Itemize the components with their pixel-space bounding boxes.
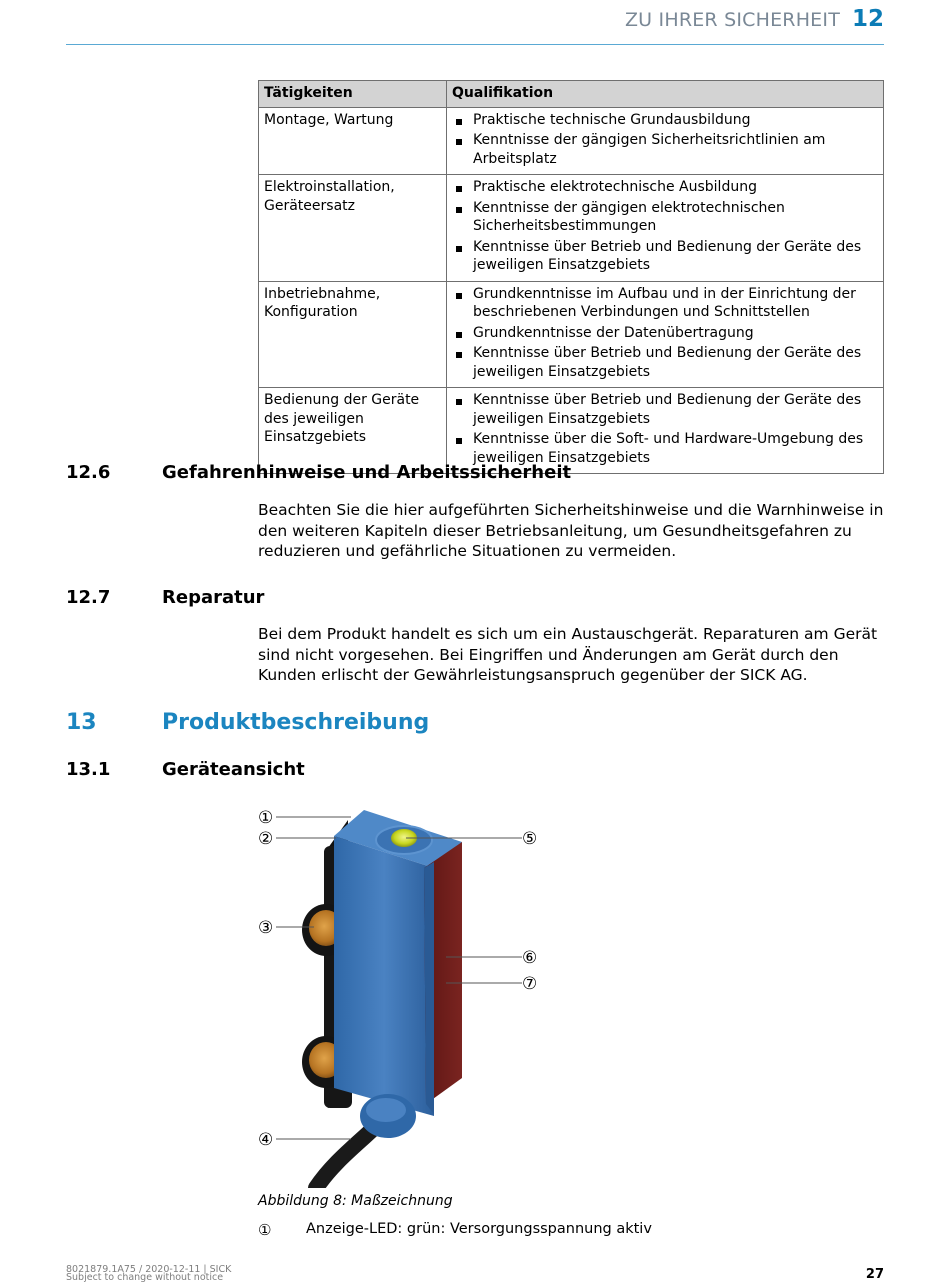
list-item: Kenntnisse über Betrieb und Bedienung der Geräte des jeweiligen Einsatzgebiets xyxy=(452,238,878,275)
qualification-cell xyxy=(447,107,884,175)
page-number: 27 xyxy=(865,1267,884,1282)
qualification-cell xyxy=(447,388,884,474)
list-item: Praktische elektrotechnische Ausbildung xyxy=(452,178,878,197)
running-header-title: ZU IHRER SICHERHEIT xyxy=(624,9,840,31)
qualification-table xyxy=(258,80,884,474)
activity-cell: Montage, Wartung xyxy=(259,107,447,175)
list-item: Kenntnisse über Betrieb und Bedienung der Geräte des jeweiligen Einsatzgebiets xyxy=(452,391,878,428)
legend-text: Anzeige-LED: grün: Versorgungsspannung aktiv xyxy=(306,1221,652,1237)
section-title-12-7: Reparatur xyxy=(162,587,265,608)
list-item: Kenntnisse über Betrieb und Bedienung der Geräte des jeweiligen Einsatzgebiets xyxy=(452,344,878,381)
list-item: Kenntnisse der gängigen Sicherheitsrichtlinien am Arbeitsplatz xyxy=(452,131,878,168)
qualification-cell xyxy=(447,175,884,282)
footer-doc-info xyxy=(66,1266,231,1282)
qualification-cell xyxy=(447,281,884,388)
chapter-title-13: Produktbeschreibung xyxy=(162,710,430,735)
section-paragraph-12-7: Bei dem Produkt handelt es sich um ein Austauschgerät. Reparaturen am Gerät sind nicht vorgesehen. Bei Eingriffen und Änderungen am Gerät durch den Kunden erlischt der Gewährleistungsanspruch gegenüber der SICK AG. xyxy=(258,625,878,685)
figure-caption: Abbildung 8: Maßzeichnung xyxy=(258,1193,453,1209)
legend-number: ① xyxy=(258,1221,272,1239)
activity-cell: Elektroinstallation, Geräteersatz xyxy=(259,175,447,282)
callout-2: ② xyxy=(258,829,274,849)
section-title-12-6: Gefahrenhinweise und Arbeitssicherheit xyxy=(162,462,572,483)
section-number-13-1: 13.1 xyxy=(66,759,111,780)
chapter-number-13: 13 xyxy=(66,710,97,735)
qualification-list xyxy=(452,285,878,382)
list-item: Kenntnisse über die Soft- und Hardware-Umgebung des jeweiligen Einsatzgebiets xyxy=(452,430,878,467)
callout-6: ⑥ xyxy=(522,948,538,968)
section-paragraph-12-6: Beachten Sie die hier aufgeführten Sicherheitshinweise und die Warnhinweise in den weiteren Kapiteln dieser Betriebsanleitung, um Gesundheitsgefahren zu reduzieren und gefährliche Situationen zu vermeiden. xyxy=(258,501,884,561)
table-row xyxy=(259,281,884,388)
header-divider xyxy=(66,44,884,45)
column-header-qualification: Qualifikation xyxy=(447,81,884,108)
column-header-activities: Tätigkeiten xyxy=(259,81,447,108)
table-row xyxy=(259,388,884,474)
callout-7: ⑦ xyxy=(522,974,538,994)
activity-cell: Bedienung der Geräte des jeweiligen Einsatzgebiets xyxy=(259,388,447,474)
callout-5: ⑤ xyxy=(522,829,538,849)
table-row xyxy=(259,107,884,175)
section-number-12-7: 12.7 xyxy=(66,587,111,608)
footer-doc-line: 8021879.1A75 / 2020-12-11 | SICK xyxy=(66,1264,232,1275)
device-illustration xyxy=(256,798,556,1188)
callout-3: ③ xyxy=(258,918,274,938)
section-title-13-1: Geräteansicht xyxy=(162,759,305,780)
list-item: Grundkenntnisse der Datenübertragung xyxy=(452,324,878,343)
callout-1: ① xyxy=(258,808,274,828)
list-item: Praktische technische Grundausbildung xyxy=(452,111,878,130)
callout-4: ④ xyxy=(258,1130,274,1150)
qualification-list xyxy=(452,111,878,169)
table-row xyxy=(259,175,884,282)
activity-cell: Inbetriebnahme, Konfiguration xyxy=(259,281,447,388)
qualification-list xyxy=(452,391,878,467)
qualification-list xyxy=(452,178,878,275)
housing-body xyxy=(334,836,434,1116)
list-item: Kenntnisse der gängigen elektrotechnischen Sicherheitsbestimmungen xyxy=(452,199,878,236)
footer-notice: Subject to change without notice xyxy=(66,1272,224,1283)
section-number-12-6: 12.6 xyxy=(66,462,111,483)
list-item: Grundkenntnisse im Aufbau und in der Einrichtung der beschriebenen Verbindungen und Schnittstellen xyxy=(452,285,878,322)
running-header-chapter-number: 12 xyxy=(851,6,884,32)
table-header-row xyxy=(259,81,884,108)
